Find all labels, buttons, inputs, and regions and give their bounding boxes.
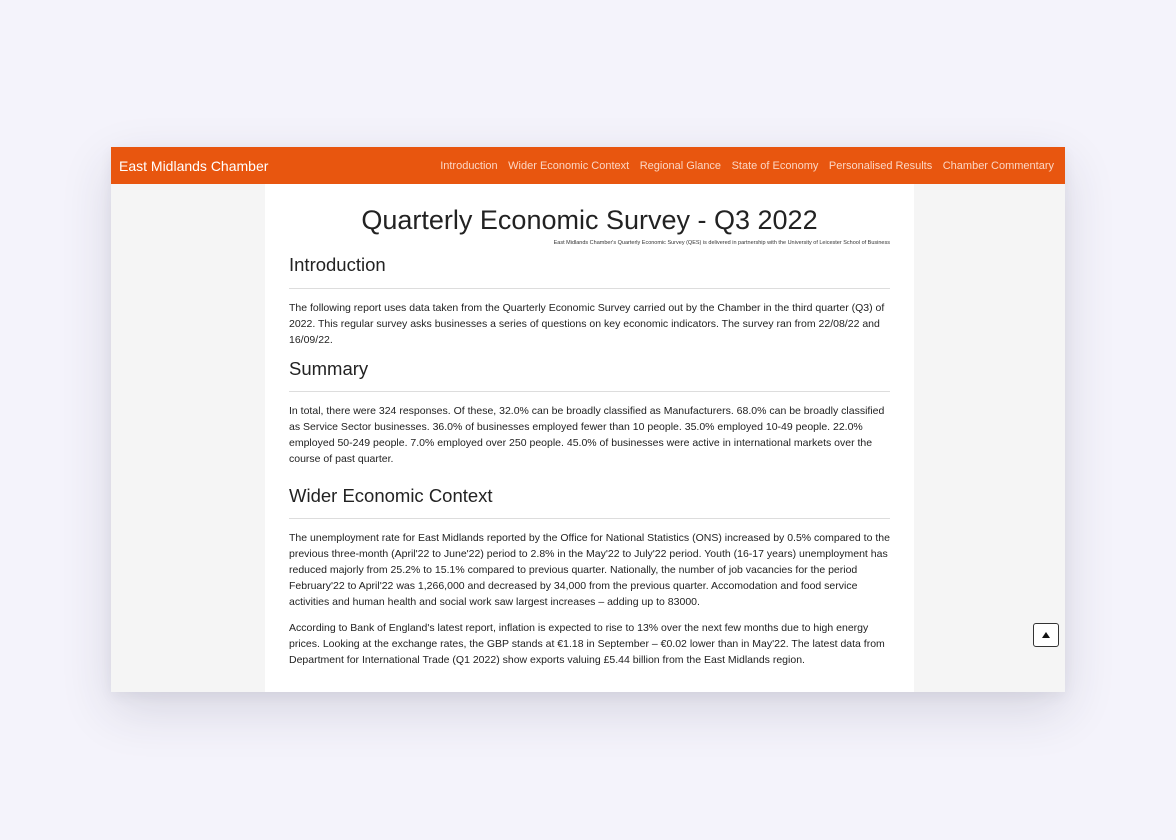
- section-heading-wider-economic-context: Wider Economic Context: [289, 485, 493, 506]
- report-content: [265, 184, 914, 692]
- section-heading-summary: Summary: [289, 358, 369, 379]
- section-introduction: [289, 253, 890, 348]
- section-wider-economic-context: [289, 484, 890, 668]
- summary-text: In total, there were 324 responses. Of these, 32.0% can be broadly classified as Manufacturers. 68.0% can be broadly classified as Service Sector businesses. 36.0% of businesses employed fewer than 10 people. 35.0% employed 10-49 people. 22.0% employed 50-249 people. 7.0% employed over 250 people. 45.0% of businesses were active in international markets over the course of past quarter.: [289, 405, 885, 465]
- section-divider: [289, 518, 890, 519]
- introduction-text: The following report uses data taken from the Quarterly Economic Survey carried out by the Chamber in the third quarter (Q3) of 2022. This regular survey asks businesses a series of questions on key economic indicators. The survey ran from 22/08/22 and 16/09/22.: [289, 302, 885, 346]
- top-navbar: [111, 147, 1065, 184]
- brand-link[interactable]: East Midlands Chamber: [119, 157, 269, 174]
- nav-link-state-of-economy[interactable]: State of Economy: [731, 159, 819, 172]
- nav-link-personalised-results[interactable]: Personalised Results: [828, 159, 933, 172]
- nav-link-chamber-commentary[interactable]: Chamber Commentary: [942, 159, 1054, 172]
- section-heading-introduction: Introduction: [289, 254, 386, 275]
- nav-link-introduction[interactable]: Introduction: [440, 159, 498, 172]
- nav-link-regional-glance[interactable]: Regional Glance: [639, 159, 722, 172]
- triangle-up-icon: [1041, 631, 1051, 639]
- wider-context-paragraph-1: The unemployment rate for East Midlands reported by the Office for National Statistics (ONS) increased by 0.5% compared to the previous three-month (April'22 to June'22) period to 2.8% in the May'22 to July'22 period. Youth (16-17 years) unemployment has reduced majorly from 25.2% to 15.1% compared to previous quarter. Nationally, the number of job vacancies for the period February'22 to April'22 was 1,266,000 and decreased by 34,000 from the previous quarter. Accomodation and food service activities and human health and social work saw largest increases – adding up to 83000.: [289, 532, 890, 608]
- wider-context-paragraph-2: According to Bank of England's latest report, inflation is expected to rise to 13% over the next few months due to high energy prices. Looking at the exchange rates, the GBP stands at €1.18 in September – €0.02 lower than in May'22. The latest data from Department for International Trade (Q1 2022) show exports valuing £5.44 billion from the East Midlands region.: [289, 622, 885, 666]
- nav-links: [430, 160, 1054, 172]
- section-divider: [289, 288, 890, 289]
- browser-window: [111, 147, 1065, 692]
- page-title: Quarterly Economic Survey - Q3 2022: [361, 205, 818, 235]
- nav-link-wider-economic-context[interactable]: Wider Economic Context: [508, 159, 630, 172]
- section-divider: [289, 391, 890, 392]
- partnership-note: East Midlands Chamber's Quarterly Economic Survey (QES) is delivered in partnership with the University of Leicester School of Business: [553, 240, 890, 246]
- section-summary: [289, 357, 890, 467]
- back-to-top-button[interactable]: [1033, 623, 1059, 647]
